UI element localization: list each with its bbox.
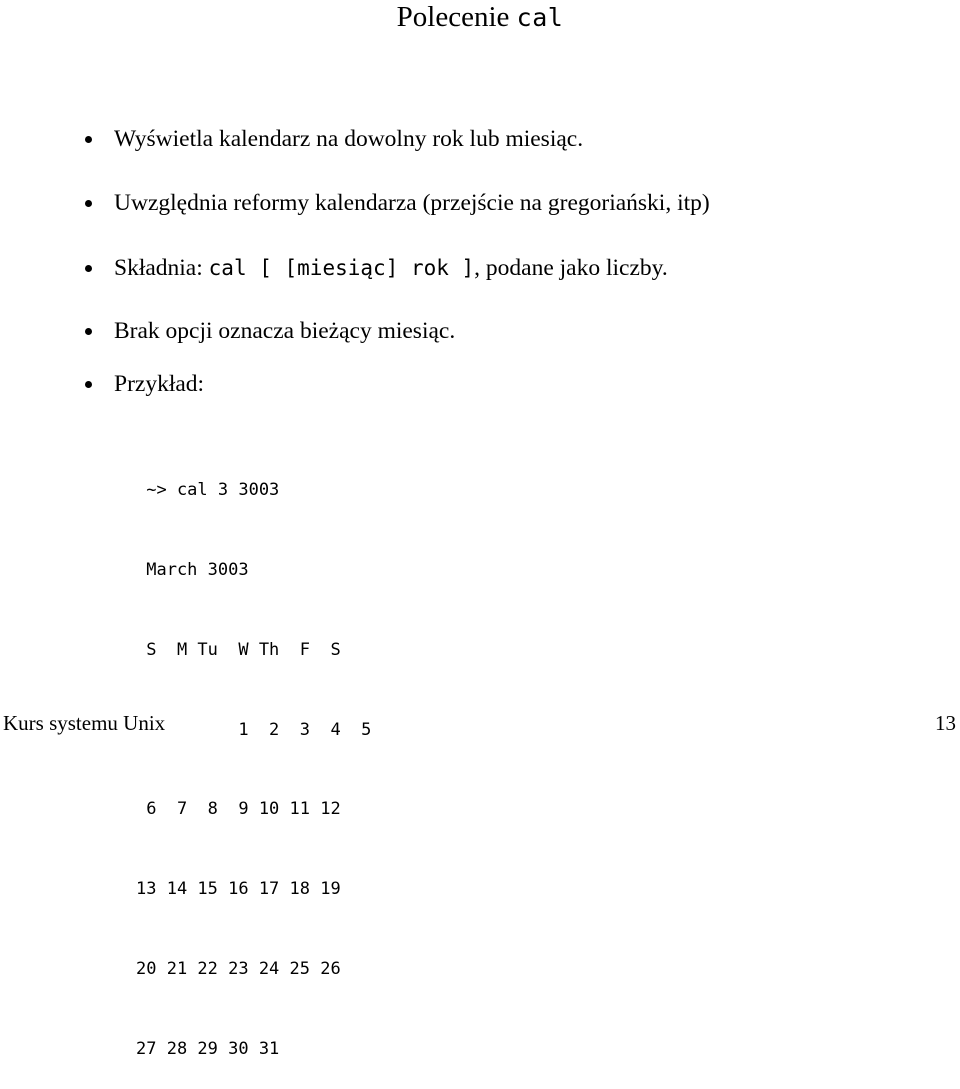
example-line-weekdays: S M Tu W Th F S bbox=[136, 639, 341, 660]
bullet-item bbox=[85, 124, 583, 154]
footer-page-number: 13 bbox=[935, 711, 956, 735]
bullet-dot-icon bbox=[85, 136, 92, 143]
bullet-dot-icon bbox=[85, 200, 92, 207]
bullet-item bbox=[85, 188, 710, 218]
example-line-week: 13 14 15 16 17 18 19 bbox=[136, 879, 341, 900]
bullet-item bbox=[85, 369, 204, 399]
bullet-list bbox=[0, 0, 960, 420]
bullet-text: Uwzględnia reformy kalendarza (przejście na gregoriański, itp) bbox=[114, 189, 710, 216]
bullet-item bbox=[85, 316, 455, 346]
bullet-text: Brak opcji oznacza bieżący miesiąc. bbox=[114, 317, 456, 344]
example-line-week: 6 7 8 9 10 11 12 bbox=[136, 799, 341, 820]
slide-title-command: cal bbox=[516, 3, 564, 32]
slide-title-text: Polecenie bbox=[396, 1, 517, 33]
footer-course-title: Kurs systemu Unix bbox=[3, 711, 166, 735]
bullet-syntax-code: cal [ [miesiąc] rok ] bbox=[208, 256, 475, 280]
example-line-week: 27 28 29 30 31 bbox=[136, 1038, 280, 1059]
example-line-month: March 3003 bbox=[136, 559, 249, 580]
bullet-dot-icon bbox=[85, 328, 92, 335]
bullet-text: Przykład: bbox=[114, 370, 205, 397]
bullet-text: Wyświetla kalendarz na dowolny rok lub miesiąc. bbox=[114, 125, 584, 152]
bullet-dot-icon bbox=[85, 381, 92, 388]
bullet-syntax-prefix: Składnia: bbox=[114, 254, 209, 281]
example-line-command: ~> cal 3 3003 bbox=[136, 480, 280, 501]
example-line-week: 20 21 22 23 24 25 26 bbox=[136, 958, 341, 979]
bullet-item-syntax bbox=[85, 253, 668, 283]
bullet-syntax-suffix: , podane jako liczby. bbox=[474, 254, 668, 281]
bullet-dot-icon bbox=[85, 265, 92, 272]
terminal-example bbox=[136, 424, 371, 1089]
example-line-week: 1 2 3 4 5 bbox=[136, 719, 372, 740]
